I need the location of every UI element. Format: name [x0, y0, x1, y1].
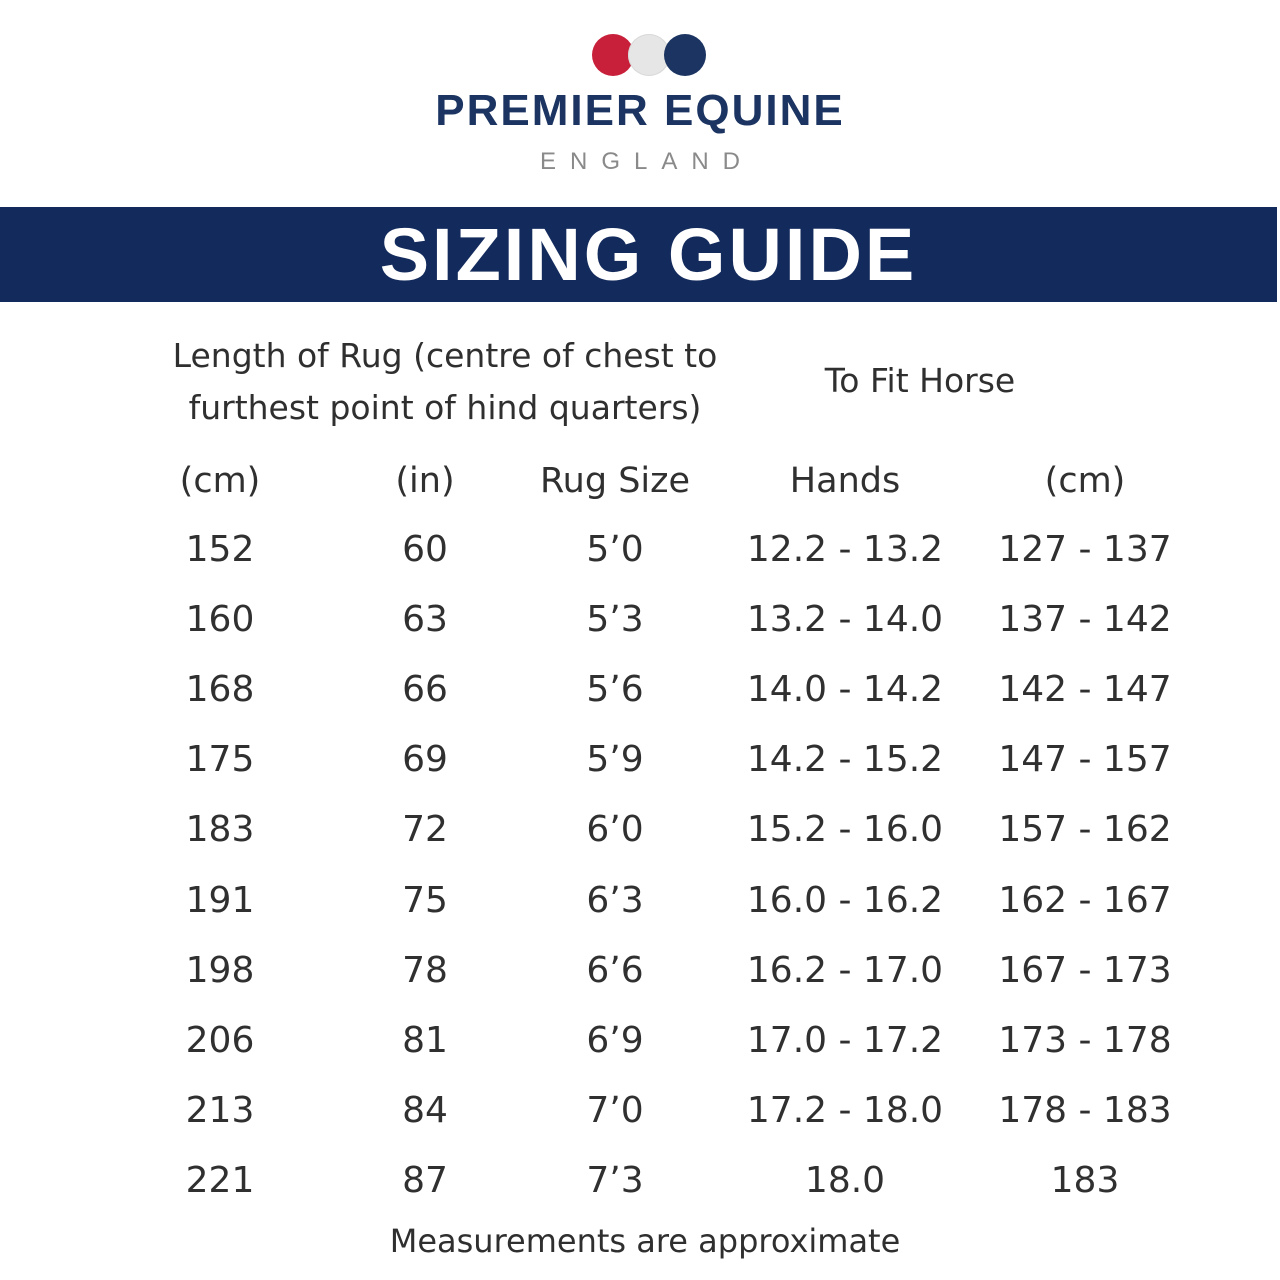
sizing-table — [100, 448, 1200, 1216]
cell-hands: 17.0 - 17.2 — [746, 1019, 944, 1061]
table-row — [100, 795, 1200, 865]
column-header-rug-size: Rug Size — [539, 461, 691, 501]
table-row — [100, 935, 1200, 1005]
cell-length-cm: 168 — [185, 668, 255, 710]
table-row — [100, 1146, 1200, 1216]
cell-length-in: 69 — [402, 739, 448, 781]
table-row — [100, 725, 1200, 795]
cell-hands: 18.0 — [804, 1160, 886, 1202]
cell-height-cm: 147 - 157 — [998, 739, 1172, 781]
blue-dot-icon — [664, 34, 706, 76]
cell-height-cm: 142 - 147 — [998, 668, 1172, 710]
column-header-height-cm: (cm) — [1044, 461, 1126, 501]
cell-length-cm: 175 — [185, 739, 255, 781]
table-row — [100, 1005, 1200, 1075]
cell-length-in: 63 — [402, 598, 448, 640]
cell-hands: 16.0 - 16.2 — [746, 879, 944, 921]
table-row — [100, 865, 1200, 935]
cell-length-in: 87 — [402, 1160, 448, 1202]
cell-rug-size: 7’3 — [586, 1160, 644, 1202]
table-row — [100, 584, 1200, 654]
cell-hands: 17.2 - 18.0 — [746, 1090, 944, 1132]
cell-length-in: 72 — [402, 809, 448, 851]
page-title: SIZING GUIDE — [379, 213, 918, 296]
cell-rug-size: 6’6 — [586, 949, 644, 991]
cell-height-cm: 167 - 173 — [998, 949, 1172, 991]
table-row — [100, 514, 1200, 584]
cell-length-cm: 152 — [185, 528, 255, 570]
column-header-length-cm: (cm) — [179, 461, 261, 501]
column-header-length-in: (in) — [395, 461, 455, 501]
cell-height-cm: 127 - 137 — [998, 528, 1172, 570]
rug-length-header-line1: Length of Rug (centre of chest to — [172, 336, 718, 375]
cell-height-cm: 157 - 162 — [998, 809, 1172, 851]
cell-length-in: 78 — [402, 949, 448, 991]
cell-height-cm: 183 — [1050, 1160, 1120, 1202]
cell-rug-size: 6’3 — [586, 879, 644, 921]
to-fit-horse-header: To Fit Horse — [824, 361, 1016, 400]
cell-rug-size: 5’6 — [586, 668, 644, 710]
cell-hands: 13.2 - 14.0 — [746, 598, 944, 640]
title-banner — [0, 207, 1277, 302]
cell-length-in: 60 — [402, 528, 448, 570]
brand-subname: ENGLAND — [539, 148, 755, 175]
cell-height-cm: 137 - 142 — [998, 598, 1172, 640]
cell-hands: 14.2 - 15.2 — [746, 739, 944, 781]
cell-length-in: 81 — [402, 1019, 448, 1061]
cell-length-in: 84 — [402, 1090, 448, 1132]
cell-height-cm: 162 - 167 — [998, 879, 1172, 921]
cell-length-cm: 183 — [185, 809, 255, 851]
cell-height-cm: 178 - 183 — [998, 1090, 1172, 1132]
cell-rug-size: 5’0 — [586, 528, 644, 570]
cell-height-cm: 173 - 178 — [998, 1019, 1172, 1061]
table-row — [100, 654, 1200, 724]
cell-length-cm: 191 — [185, 879, 255, 921]
table-row — [100, 1076, 1200, 1146]
cell-hands: 15.2 - 16.0 — [746, 809, 944, 851]
cell-length-in: 75 — [402, 879, 448, 921]
column-header-hands: Hands — [789, 461, 901, 501]
brand-name: PREMIER EQUINE — [435, 86, 845, 135]
cell-rug-size: 6’9 — [586, 1019, 644, 1061]
cell-rug-size: 5’3 — [586, 598, 644, 640]
cell-length-cm: 213 — [185, 1090, 255, 1132]
cell-length-cm: 160 — [185, 598, 255, 640]
brand-logo — [0, 0, 1280, 200]
rug-length-header — [120, 330, 770, 434]
footnote: Measurements are approximate — [389, 1222, 901, 1260]
cell-hands: 14.0 - 14.2 — [746, 668, 944, 710]
cell-length-cm: 206 — [185, 1019, 255, 1061]
logo-dots — [592, 34, 712, 78]
cell-rug-size: 6’0 — [586, 809, 644, 851]
cell-hands: 12.2 - 13.2 — [746, 528, 944, 570]
cell-rug-size: 7’0 — [586, 1090, 644, 1132]
table-header-row — [100, 448, 1200, 514]
cell-rug-size: 5’9 — [586, 739, 644, 781]
cell-length-in: 66 — [402, 668, 448, 710]
rug-length-header-line2: furthest point of hind quarters) — [188, 388, 702, 427]
table-body — [100, 514, 1200, 1216]
cell-length-cm: 221 — [185, 1160, 255, 1202]
cell-length-cm: 198 — [185, 949, 255, 991]
cell-hands: 16.2 - 17.0 — [746, 949, 944, 991]
